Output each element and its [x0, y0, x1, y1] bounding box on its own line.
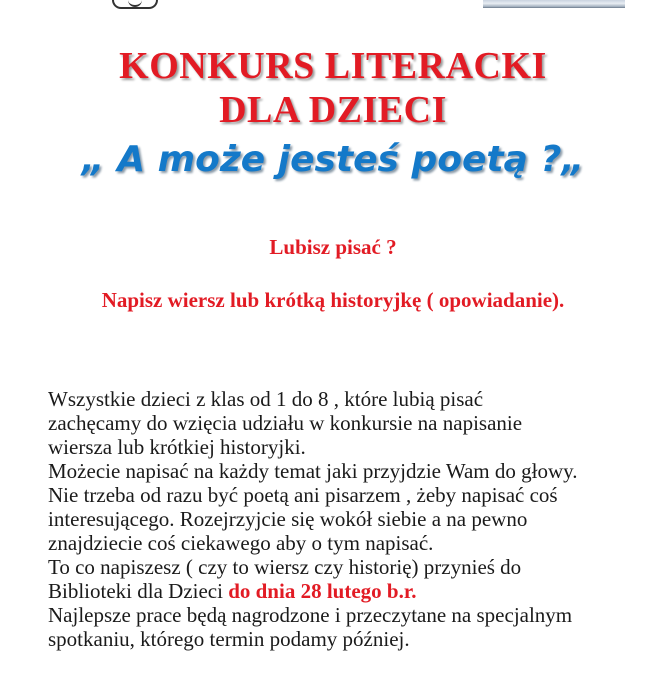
library-name-text: Biblioteki dla Dzieci: [48, 579, 229, 603]
poster-title-line2: DLA DZIECI: [219, 89, 447, 131]
body-line: Nie trzeba od razu być poetą ani pisarzem , żeby napisać coś: [48, 483, 558, 507]
open-book-image: [483, 0, 625, 8]
body-line: zachęcamy do wzięcia udziału w konkursie na napisanie: [48, 411, 523, 435]
body-line: wiersza lub krótkiej historyjki.: [48, 435, 306, 459]
body-line: znajdziecie coś ciekawego aby o tym napisać.: [48, 531, 434, 555]
deadline-text: do dnia 28 lutego b.r.: [228, 579, 417, 603]
question-text: Lubisz pisać ?: [269, 235, 397, 259]
library-deadline-line: [48, 579, 648, 603]
body-line: Wszystkie dzieci z klas od 1 do 8 , które lubią pisać: [48, 387, 484, 411]
top-decor-strip: [0, 0, 666, 10]
library-logo-image: [112, 0, 158, 9]
body-line: interesującego. Rozejrzyjcie się wokół siebie a na pewno: [48, 507, 528, 531]
body-paragraph: [48, 387, 648, 651]
instruction-text: Napisz wiersz lub krótką historyjkę ( opowiadanie).: [101, 288, 565, 312]
poster-title-line1: KONKURS LITERACKI: [119, 45, 547, 87]
body-line: spotkaniu, którego termin podamy później.: [48, 627, 410, 651]
body-line: To co napiszesz ( czy to wiersz czy historię) przynieś do: [48, 555, 522, 579]
body-line: Możecie napisać na każdy temat jaki przyjdzie Wam do głowy.: [48, 459, 578, 483]
poster-subtitle: „ A może jesteś poetą ?„: [81, 139, 585, 180]
body-line: Najlepsze prace będą nagrodzone i przeczytane na specjalnym: [48, 603, 573, 627]
